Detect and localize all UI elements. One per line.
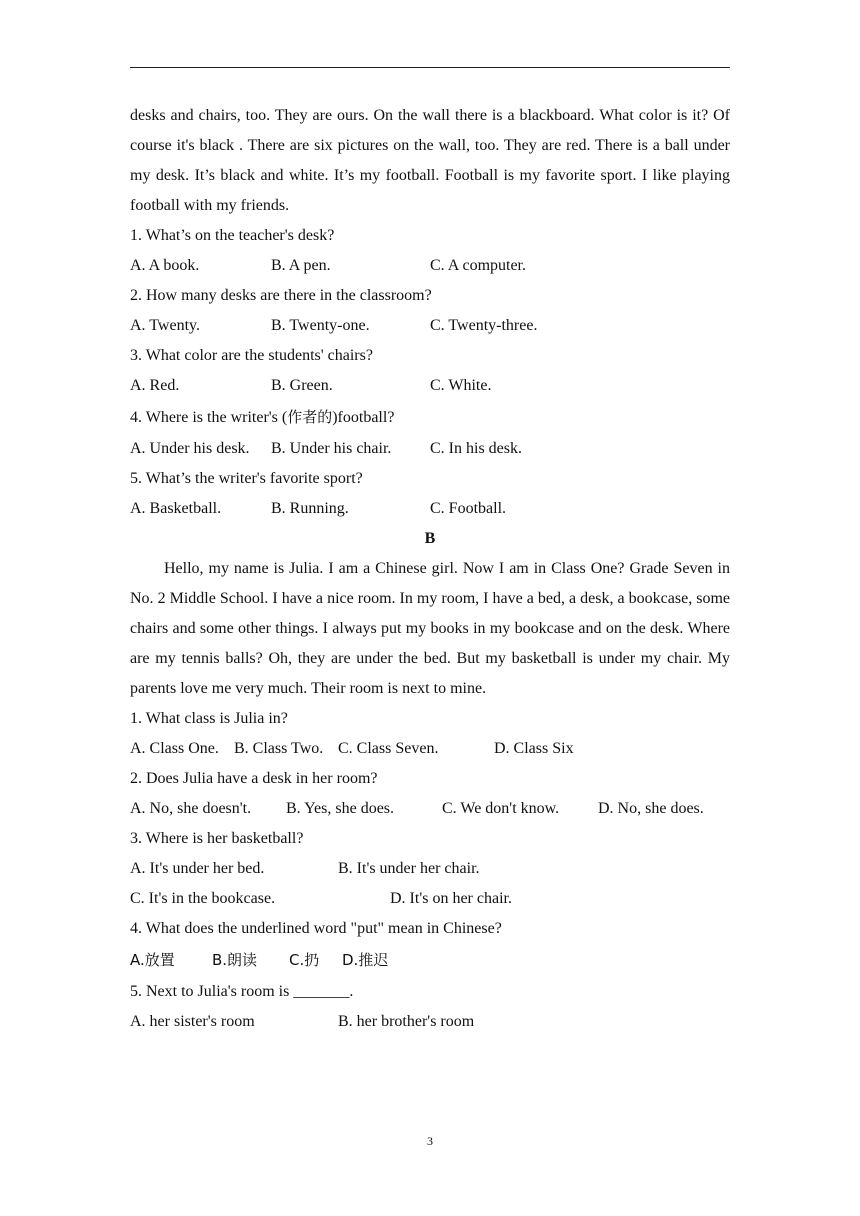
option-a5-c: C. Football. xyxy=(430,500,507,517)
option-b4-b: B.朗读 xyxy=(212,951,258,969)
question-b4: 4. What does the underlined word "put" mean in Chinese? xyxy=(130,920,502,937)
option-b2-c: C. We don't know. xyxy=(442,800,560,817)
question-a4-suffix: )football? xyxy=(332,409,395,426)
options-a2 xyxy=(130,311,730,341)
option-a4-c: C. In his desk. xyxy=(430,440,522,457)
option-a2-c: C. Twenty-three. xyxy=(430,317,538,334)
option-b3-b: B. It's under her chair. xyxy=(338,860,480,877)
question-b2: 2. Does Julia have a desk in her room? xyxy=(130,770,378,787)
option-a5-a: A. Basketball. xyxy=(130,500,222,517)
options-b2 xyxy=(130,794,730,824)
option-b3-a: A. It's under her bed. xyxy=(130,860,265,877)
options-a5 xyxy=(130,494,730,524)
option-a2-b: B. Twenty-one. xyxy=(271,317,370,334)
passage-b: Hello, my name is Julia. I am a Chinese girl. Now I am in Class One? Grade Seven in No. 2 Middle School. I have a nice room. In my room, I have a bed, a desk, a bookcase, some chairs and some other things. I always put my books in my bookcase and on the desk. Where are my tennis balls? Oh, they are under the bed. But my basketball is under my chair. My parents love me very much. Their room is next to mine. xyxy=(130,560,730,697)
option-b1-c: C. Class Seven. xyxy=(338,740,439,757)
question-a4-prefix: 4. Where is the writer's ( xyxy=(130,409,288,426)
header-rule xyxy=(130,67,730,68)
question-b5: 5. Next to Julia's room is _______. xyxy=(130,983,354,1000)
options-b3-row1 xyxy=(130,854,730,884)
option-b2-a: A. No, she doesn't. xyxy=(130,800,252,817)
options-a1 xyxy=(130,251,730,281)
option-a5-b: B. Running. xyxy=(271,500,349,517)
option-b1-a: A. Class One. xyxy=(130,740,219,757)
passage-a: desks and chairs, too. They are ours. On the wall there is a blackboard. What color is it? Of course it's black . There are six pictures on the wall, too. They are red. There is a ball under my desk. It’s black and white. It’s my football. Football is my favorite sport. I like playing football with my friends. xyxy=(130,107,730,214)
option-b4-c: C.扔 xyxy=(289,951,320,969)
option-b1-d: D. Class Six xyxy=(494,740,574,757)
question-b3: 3. Where is her basketball? xyxy=(130,830,304,847)
option-a1-c: C. A computer. xyxy=(430,257,526,274)
option-a4-b: B. Under his chair. xyxy=(271,440,392,457)
option-b2-d: D. No, she does. xyxy=(598,800,704,817)
question-b1: 1. What class is Julia in? xyxy=(130,710,288,727)
option-b1-b: B. Class Two. xyxy=(234,740,324,757)
option-b5-b: B. her brother's room xyxy=(338,1013,475,1030)
option-a3-c: C. White. xyxy=(430,377,492,394)
question-a4 xyxy=(130,401,730,434)
option-a1-b: B. A pen. xyxy=(271,257,331,274)
option-b3-c: C. It's in the bookcase. xyxy=(130,890,276,907)
option-a3-b: B. Green. xyxy=(271,377,333,394)
section-heading-b: B xyxy=(424,530,436,547)
question-a5: 5. What’s the writer's favorite sport? xyxy=(130,470,363,487)
page-number: 3 xyxy=(427,1134,433,1148)
option-a2-a: A. Twenty. xyxy=(130,317,200,334)
options-b5 xyxy=(130,1007,730,1037)
question-a4-cjk: 作者的 xyxy=(287,408,333,426)
options-a3 xyxy=(130,371,730,401)
question-a2: 2. How many desks are there in the classroom? xyxy=(130,287,432,304)
question-a1: 1. What’s on the teacher's desk? xyxy=(130,227,335,244)
question-a3: 3. What color are the students' chairs? xyxy=(130,347,373,364)
option-b4-a: A.放置 xyxy=(130,951,175,969)
options-b4 xyxy=(130,944,730,977)
option-a3-a: A. Red. xyxy=(130,377,180,394)
option-b4-d: D.推迟 xyxy=(342,951,389,969)
document-page xyxy=(130,101,730,1037)
options-b1 xyxy=(130,734,730,764)
option-a4-a: A. Under his desk. xyxy=(130,440,250,457)
option-b3-d: D. It's on her chair. xyxy=(390,890,512,907)
option-b5-a: A. her sister's room xyxy=(130,1013,255,1030)
options-b3-row2 xyxy=(130,884,730,914)
option-b2-b: B. Yes, she does. xyxy=(286,800,395,817)
option-a1-a: A. A book. xyxy=(130,257,200,274)
options-a4 xyxy=(130,434,730,464)
